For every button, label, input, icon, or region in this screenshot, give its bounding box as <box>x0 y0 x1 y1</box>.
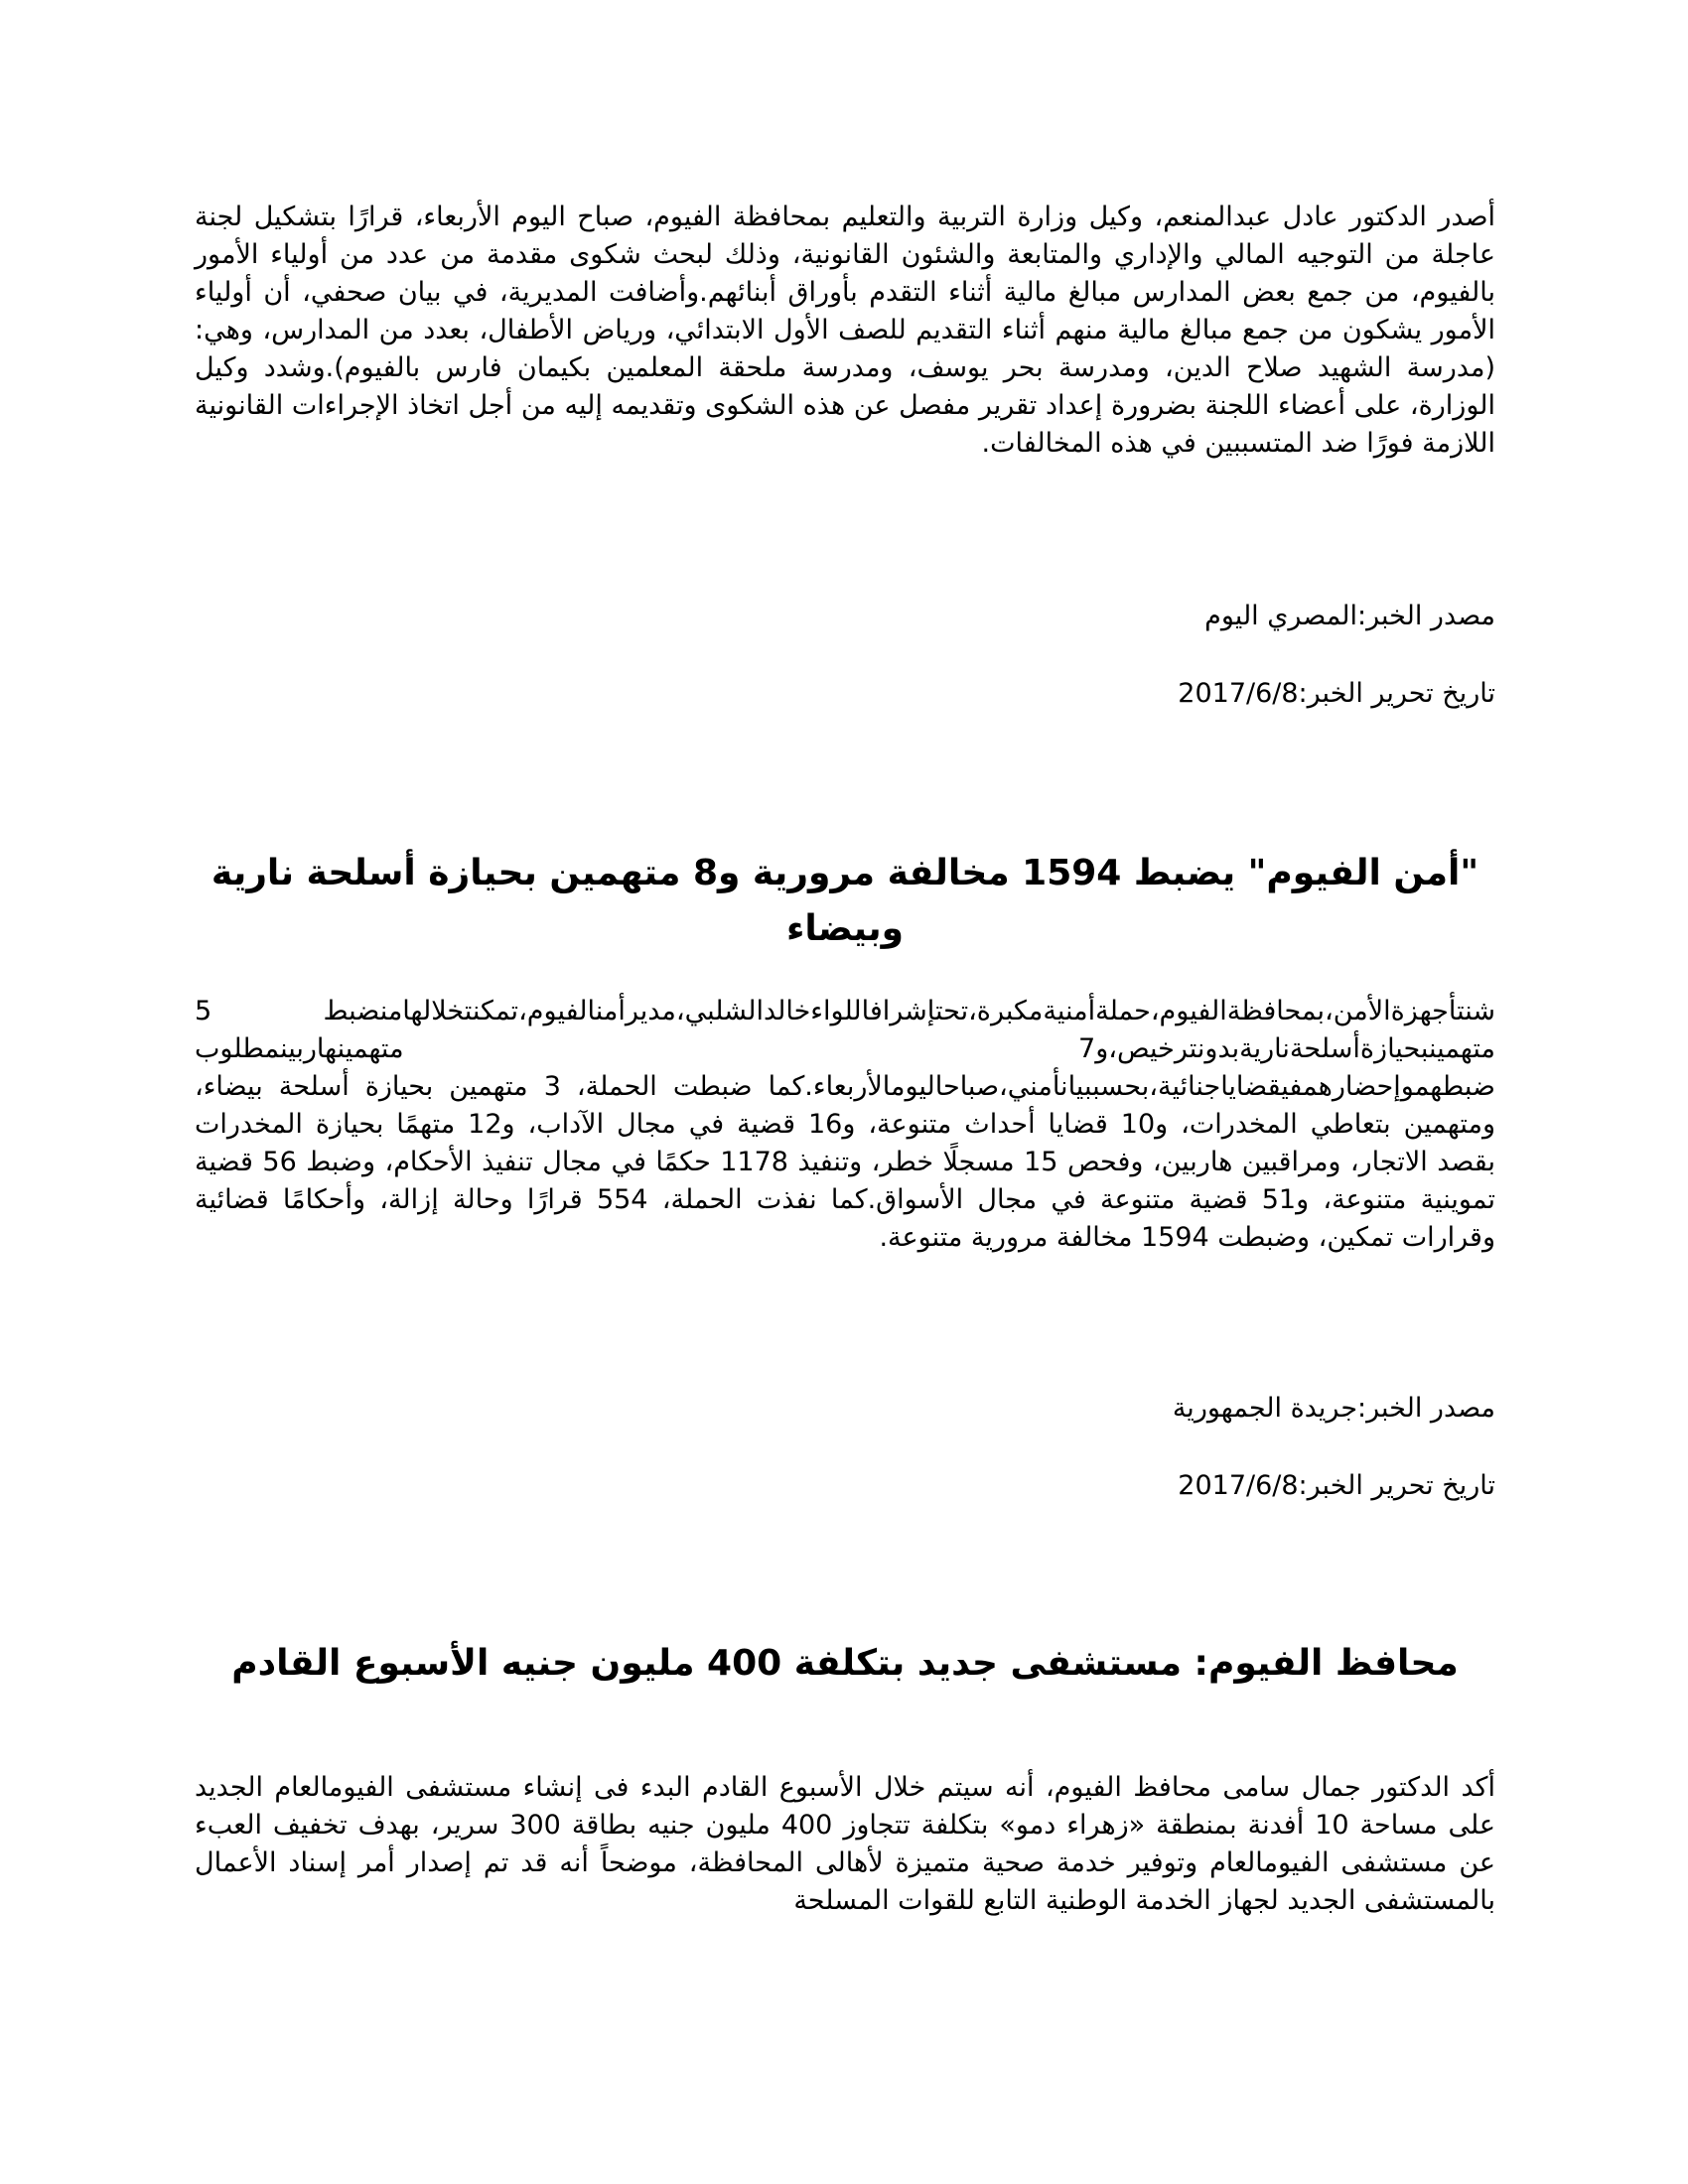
article-2-title: "أمن الفيوم" يضبط 1594 مخالفة مرورية و8 متهمين بحيازة أسلحة نارية وبيضاء <box>211 853 1479 949</box>
article-2-body: شنتأجهزةالأمن،بمحافظةالفيوم،حملةأمنيةمكبرة،تحتإشرافاللواءخالدالشلبي،مديرأمنالفيوم،تمكنتخلالهامنضبط 5 متهمينبحيازةأسلحةناريةبدونترخيص،و7 متهمينهاربينمطلوب ضبطهموإحضارهمفيقضاياجنائية،بحسببيانأمني،صباحاليومالأربعاء.كما ضبطت الحملة، 3 متهمين بحيازة أسلحة بيضاء، ومتهمين بتعاطي المخدرات، و10 قضايا أحداث متنوعة، و16 قضية في مجال الآداب، و12 متهمًا بحيازة المخدرات بقصد الاتجار، ومراقبين هاربين، وفحص 15 مسجلًا خطر، وتنفيذ 1178 حكمًا في مجال تنفيذ الأحكام، وضبط 56 قضية تموينية متنوعة، و51 قضية متنوعة في مجال الأسواق.كما نفذت الحملة، 554 قرارًا وحالة إزالة، وأحكامًا قضائية وقرارات تمكين، وضبطت 1594 مخالفة مرورية متنوعة. <box>195 996 1495 1253</box>
article-1-body: أصدر الدكتور عادل عبدالمنعم، وكيل وزارة التربية والتعليم بمحافظة الفيوم، صباح اليوم الأربعاء، قرارًا بتشكيل لجنة عاجلة من التوجيه المالي والإداري والمتابعة والشئون القانونية، وذلك لبحث شكوى مقدمة من عدد من أولياء الأمور بالفيوم، من جمع بعض المدارس مبالغ مالية أثناء التقدم بأوراق أبنائهم.وأضافت المديرية، في بيان صحفي، أن أولياء الأمور يشكون من جمع مبالغ مالية منهم أثناء التقديم للصف الأول الابتدائي، ورياض الأطفال، بعدد من المدارس، وهي: (مدرسة الشهيد صلاح الدين، ومدرسة بحر يوسف، ومدرسة ملحقة المعلمين بكيمان فارس بالفيوم).وشدد وكيل الوزارة، على أعضاء اللجنة بضرورة إعداد تقرير مفصل عن هذه الشكوى وتقديمه إليه من أجل اتخاذ الإجراءات القانونية اللازمة فورًا ضد المتسببين في هذه المخالفات. <box>195 202 1495 459</box>
article-1-date: تاريخ تحرير الخبر:2017/6/8 <box>1178 678 1495 709</box>
article-3-title: محافظ الفيوم: مستشفى جديد بتكلفة 400 مليون جنيه الأسبوع القادم <box>231 1643 1459 1684</box>
article-1-source: مصدر الخبر:المصري اليوم <box>1204 601 1495 631</box>
article-3-body: أكد الدكتور جمال سامى محافظ الفيوم، أنه سيتم خلال الأسبوع القادم البدء فى إنشاء مستشفى الفيومالعام الجديد على مساحة 10 أفدنة بمنطقة «زهراء دمو» بتكلفة تتجاوز 400 مليون جنيه بطاقة 300 سرير، بهدف تخفيف العبء عن مستشفى الفيومالعام وتوفير خدمة صحية متميزة لأهالى المحافظة، موضحاً أنه قد تم إصدار أمر إسناد الأعمال بالمستشفى الجديد لجهاز الخدمة الوطنية التابع للقوات المسلحة <box>195 1772 1496 1916</box>
article-2-source: مصدر الخبر:جريدة الجمهورية <box>1172 1393 1495 1424</box>
article-2-date: تاريخ تحرير الخبر:2017/6/8 <box>1178 1470 1495 1501</box>
